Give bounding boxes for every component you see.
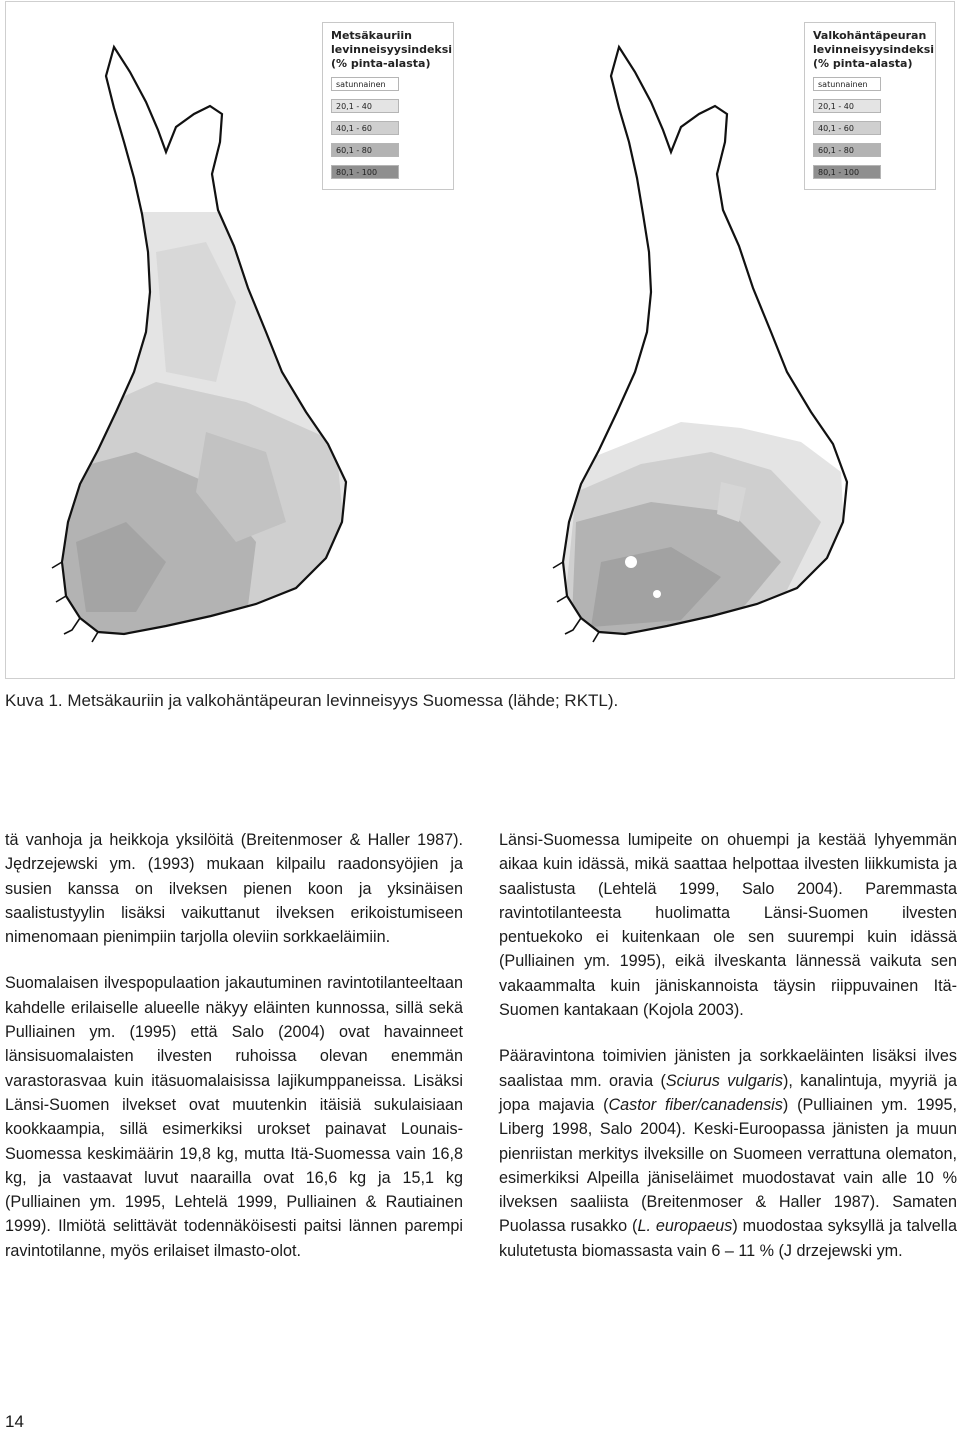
legend-swatch: 20,1 - 40: [813, 99, 881, 113]
legend-swatch: 80,1 - 100: [813, 165, 881, 179]
legend-item: [331, 75, 445, 93]
legend-swatch: 40,1 - 60: [813, 121, 881, 135]
legend-item: [331, 97, 445, 115]
paragraph: Länsi-Suomessa lumipeite on ohuempi ja kestää lyhyemmän aikaa kuin idässä, mikä saattaa helpottaa ilvesten liikkumista ja saalistusta (Lehtelä 1999, Salo 2004). Paremmasta ravintotilanteesta huolimatta Länsi-Suomen ilvesten pentuekoko ei kuitenkaan ole sen suurempi kuin idässä (Pulliainen ym. 1995), eikä ilveskanta lännessä vaikuta sen vakaammalta kuin jäniskannoista täysin riippuvainen Itä-Suomen kantakaan (Kojola 2003).: [499, 831, 957, 1020]
legend-swatch: 80,1 - 100: [331, 165, 399, 179]
paragraph: Suomalaisen ilvespopulaation jakautuminen ravintotilanteeltaan kahdelle erilaiselle alueelle näkyy eläinten kunnossa, sillä sekä Pulliainen ym. (1995) että Salo (2004) ovat havainneet länsisuomalaisten ilvesten ruhoissa olevan enemmän varastorasvaa kuin itäsuomalaisissa lajikumppaneissa. Lisäksi Länsi-Suomen ilvekset ovat muutenkin itäisiä sukulaisiaan kookkaampia, sillä esimerkiksi urokset painavat Lounais-Suomessa keskimäärin 19,8 kg, mutta Itä-Suomessa vain 16,8 kg, ja vastaavat luvut naaraillа ovat 16,6 kg ja 15,1 kg (Pulliainen ym. 1995, Lehtelä 1999, Pulliainen & Rautiainen 1999). Ilmiötä selittävät todennäköisesti paitsi lännen parempi ravintotilanne, myös erilaiset ilmasto-olot.: [5, 974, 463, 1260]
paragraph: tä vanhoja ja heikkoja yksilöitä (Breitenmoser & Haller 1987). Jędrzejewski ym. (1993) mukaan kilpailu raadonsyöjien ja susien kanssa on ilveksen pienen koon ja yksinäisen saalistustyylin lisäksi vaikuttanut ilveksen erikoistumiseen nimenomaan pienimpiin tarjolla oleviin sorkkaeläimiin.: [5, 831, 463, 947]
legend-swatch: satunnainen: [331, 77, 399, 91]
legend-item: [331, 141, 445, 159]
legend-item: [813, 97, 927, 115]
legend-swatch: 60,1 - 80: [331, 143, 399, 157]
legend-swatch: satunnainen: [813, 77, 881, 91]
text-run: Pääravintona toimivien jänisten ja sorkkaeläinten lisäksi ilves saalistaa mm. oravia (: [499, 1047, 957, 1090]
species-name: L. europaeus: [637, 1217, 733, 1236]
legend-white-tailed-deer: [804, 22, 936, 190]
legend-title: Metsäkauriin levinneisyysindeksi (% pinta-alasta): [331, 29, 453, 70]
map-white-tailed-deer: [481, 2, 956, 678]
species-name: Sciurus vulgaris: [665, 1071, 783, 1090]
species-name: Castor fiber/canadensis: [608, 1095, 783, 1114]
text-column-left: [5, 828, 463, 1285]
text-run: ), kanalintuja, myyriä ja jopa majavia (: [499, 1071, 957, 1114]
legend-item: [813, 141, 927, 159]
page-number: 14: [5, 1412, 24, 1431]
legend-item: [813, 119, 927, 137]
legend-roe-deer: [322, 22, 454, 190]
text-run: ) muodostaa syksyllä ja talvella kulutetusta biomassasta vain 6 – 11 % (J drzejewski ym.: [499, 1217, 957, 1260]
figure-caption: Kuva 1. Metsäkauriin ja valkohäntäpeuran levinneisyys Suomessa (lähde; RKTL).: [5, 691, 619, 710]
legend-item: [331, 119, 445, 137]
legend-swatch: 40,1 - 60: [331, 121, 399, 135]
text-column-right: [499, 828, 957, 1285]
legend-swatch: 60,1 - 80: [813, 143, 881, 157]
legend-item: [331, 163, 445, 181]
map-roe-deer: [6, 2, 481, 678]
legend-item: [813, 75, 927, 93]
legend-swatch: 20,1 - 40: [331, 99, 399, 113]
figure-frame: [5, 1, 955, 679]
legend-item: [813, 163, 927, 181]
legend-title: Valkohäntäpeuran levinneisyysindeksi (% pinta-alasta): [813, 29, 935, 70]
text-run: ) (Pulliainen ym. 1995, Liberg 1998, Salo 2004). Keski-Euroopassa jänisten ja muun pienriistan merkitys ilveksille on Suomeen verrattuna olematon, esimerkiksi Alpeilla jäniseläimet muodostavat vain alle 10 % ilveksen saaliista (Breitenmoser & Haller 1987). Samaten Puolassa rusakko (: [499, 1095, 957, 1236]
paragraph: [499, 1044, 957, 1263]
